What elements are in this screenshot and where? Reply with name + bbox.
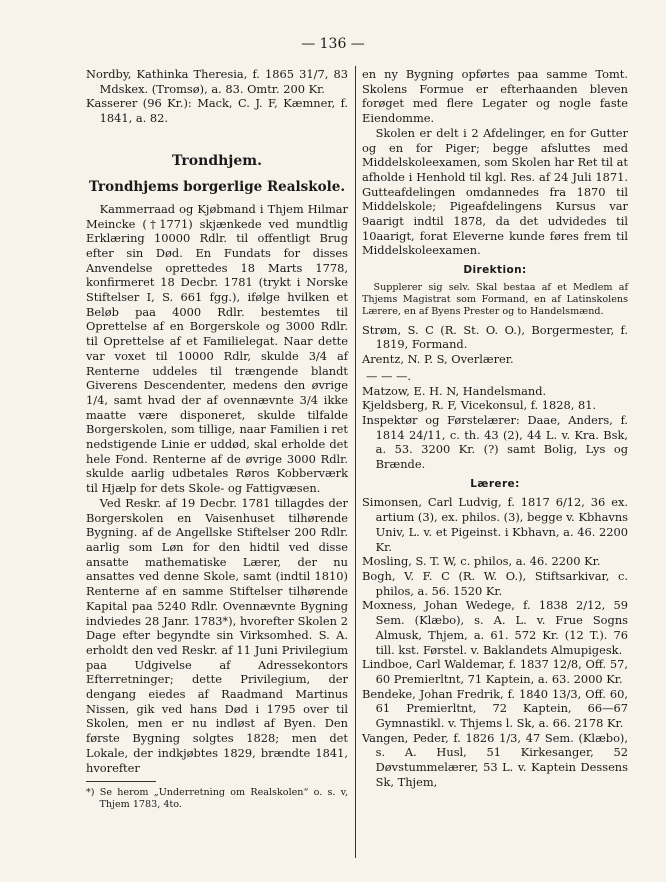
entry-bendeke: Bendeke, Johan Fredrik, f. 1840 13/3, Off. 60, 61 Premierltnt, 72 Kaptein, 66—67 Gymnastikl. v. Thjems l. Sk, a. 66. 2178 Kr.	[362, 686, 628, 731]
history-paragraph-continued: en ny Bygning opførtes paa samme Tomt. Skolens Formue er efterhaanden bleven forøget med flere Legater og nogle faste Eiendomme.	[362, 67, 628, 126]
entry-simonsen: Simonsen, Carl Ludvig, f. 1817 6/12, 36 ex. artium (3), ex. philos. (3), begge v. Kbhavns Univ, L. v. et Pigeinst. i Kbhavn, a. 46. 2200 Kr.	[362, 495, 628, 554]
entry-matzow: Matzow, E. H. N, Handelsmand.	[362, 383, 547, 398]
history-paragraph-2: Ved Reskr. af 19 Decbr. 1781 tillagdes der Borgerskolen en Vaisenhuset tilhørende Bygning. af de Angellske Stiftelser 200 Rdlr. aarlig som Løn for den hidtil ved disse ansatte mathematiske Lærer, der nu ansattes ved denne Skole, samt (indtil 1810) Renterne af en samme Stiftelser tilhørende Kapital paa 5240 Rdlr. Ovennævnte Bygning indviedes 28 Janr. 1783*), hvorefter Skolen 2 Dage efter begyndte sin Virksomhed. S. A. erholdt den ved Reskr. af 11 Juni Privilegium paa Udgivelse af Adressekontors Efterretninger; dette Privilegium, der dengang eiedes af Raadmand Martinus Nissen, gik ved hans Død i 1795 over til Skolen, men er nu indløst af Byen. Den første Bygning solgtes 1828; men det Lokale, der indkjøbtes 1829, brændte 1841, hvorefter	[86, 495, 348, 775]
entry-inspektor: Inspektør og Førstelærer: Daae, Anders, f. 1814 24/11, c. th. 43 (2), 44 L. v. Kra. Bsk, a. 53. 3200 Kr. (?) samt Bolig, Lys og Brænde.	[362, 412, 628, 472]
entry-kasserer: Kasserer (96 Kr.): Mack, C. J. F, Kæmner, f. 1841, a. 82.	[86, 96, 348, 126]
entry-strom: Strøm, S. C (R. St. O. O.), Borgermester, f. 1819, Formand.	[362, 322, 628, 352]
dash-separator: — — —.	[366, 368, 412, 383]
history-paragraph-3: Skolen er delt i 2 Afdelinger, en for Gutter og en for Piger; begge afsluttes med Middelskoleexamen, som Skolen har Ret til at afholde i Henhold til kgl. Res. af 24 Juli 1871. Gutteafdelingen omdannedes fra 1870 til Middelskole; Pigeafdelingens Kursus var 9aarigt indtil 1878, da det udvidedes til 10aarigt, forat Eleverne kunde føres frem til Middelskoleexamen.	[362, 125, 628, 258]
entry-kjeldsberg: Kjeldsberg, R. F, Vicekonsul, f. 1828, 81.	[362, 398, 597, 413]
left-column	[86, 67, 348, 811]
direktion-note: Supplerer sig selv. Skal bestaa af et Medlem af Thjems Magistrat som Formand, en af Latinskolens Lærere, en af Byens Prester og to Handelsmænd.	[362, 281, 628, 318]
school-heading: Trondhjems borgerlige Realskole.	[88, 178, 346, 195]
entry-mosling: Mosling, S. T. W, c. philos, a. 46. 2200 Kr.	[362, 554, 601, 569]
entry-vangen: Vangen, Peder, f. 1826 1/3, 47 Sem. (Klæbo), s. A. Husl, 51 Kirkesanger, 52 Døvstummelærer, 53 L. v. Kaptein Dessens Sk, Thjem,	[362, 730, 628, 789]
laerere-heading: Lærere:	[470, 477, 520, 490]
footnote-rule	[86, 781, 156, 782]
page-number: — 136 —	[301, 36, 365, 52]
entry-moxness: Moxness, Johan Wedege, f. 1838 2/12, 59 Sem. (Klæbo), s. A. L. v. Frue Sogns Almusk, Thjem, a. 61. 572 Kr. (12 T.). 76 till. kst. Førstel. v. Baklandets Almupigesk.	[362, 598, 628, 657]
entry-bogh: Bogh, V. F. C (R. W. O.), Stiftsarkivar, c. philos, a. 56. 1520 Kr.	[362, 568, 628, 598]
entry-lindboe: Lindboe, Carl Waldemar, f. 1837 12/8, Off. 57, 60 Premierltnt, 71 Kaptein, a. 63. 2000 Kr.	[362, 657, 628, 686]
footnote: *) Se herom „Underretning om Realskolen“ o. s. v, Thjem 1783, 4to.	[86, 787, 348, 811]
direktion-heading: Direktion:	[463, 264, 527, 277]
city-heading: Trondhjem.	[172, 152, 262, 169]
column-divider	[355, 66, 356, 858]
history-paragraph-1: Kammerraad og Kjøbmand i Thjem Hilmar Meincke (†1771) skjænkede ved mundtlig Erklæring 10000 Rdlr. til offentligt Brug efter sin Død. En Fundats for disses Anvendelse oprettedes 18 Marts 1778, konfirmeret 18 Decbr. 1781 (trykt i Norske Stiftelser I, S. 661 fgg.), ifølge hvilken et Beløb paa 4000 Rdlr. bestemtes til Oprettelse af en Borgerskole og 3000 Rdlr. til Oprettelse af et Familielegat. Naar dette var voxet til 10000 Rdlr, skulde 3/4 af Renterne uddeles til trængende blandt Giverens Descendenter, medens den øvrige 1/4, samt hvad der af ovennævnte 3/4 ikke maatte være disponeret, skulde tilfalde Borgerskolen, som tillige, naar Familien i ret nedstigende Linie er uddød, skal erholde det hele Fond. Renterne af de øvrige 3000 Rdlr. skulde aarlig udbetales Røros Kobberværk til Hjælp for dets Skole- og Fattigvæsen.	[86, 201, 348, 496]
entry-arentz: Arentz, N. P. S, Overlærer.	[362, 352, 514, 367]
right-column	[362, 67, 628, 790]
entry-nordby: Nordby, Kathinka Theresia, f. 1865 31/7, 83 Mdskex. (Tromsø), a. 83. Omtr. 200 Kr.	[86, 67, 348, 96]
